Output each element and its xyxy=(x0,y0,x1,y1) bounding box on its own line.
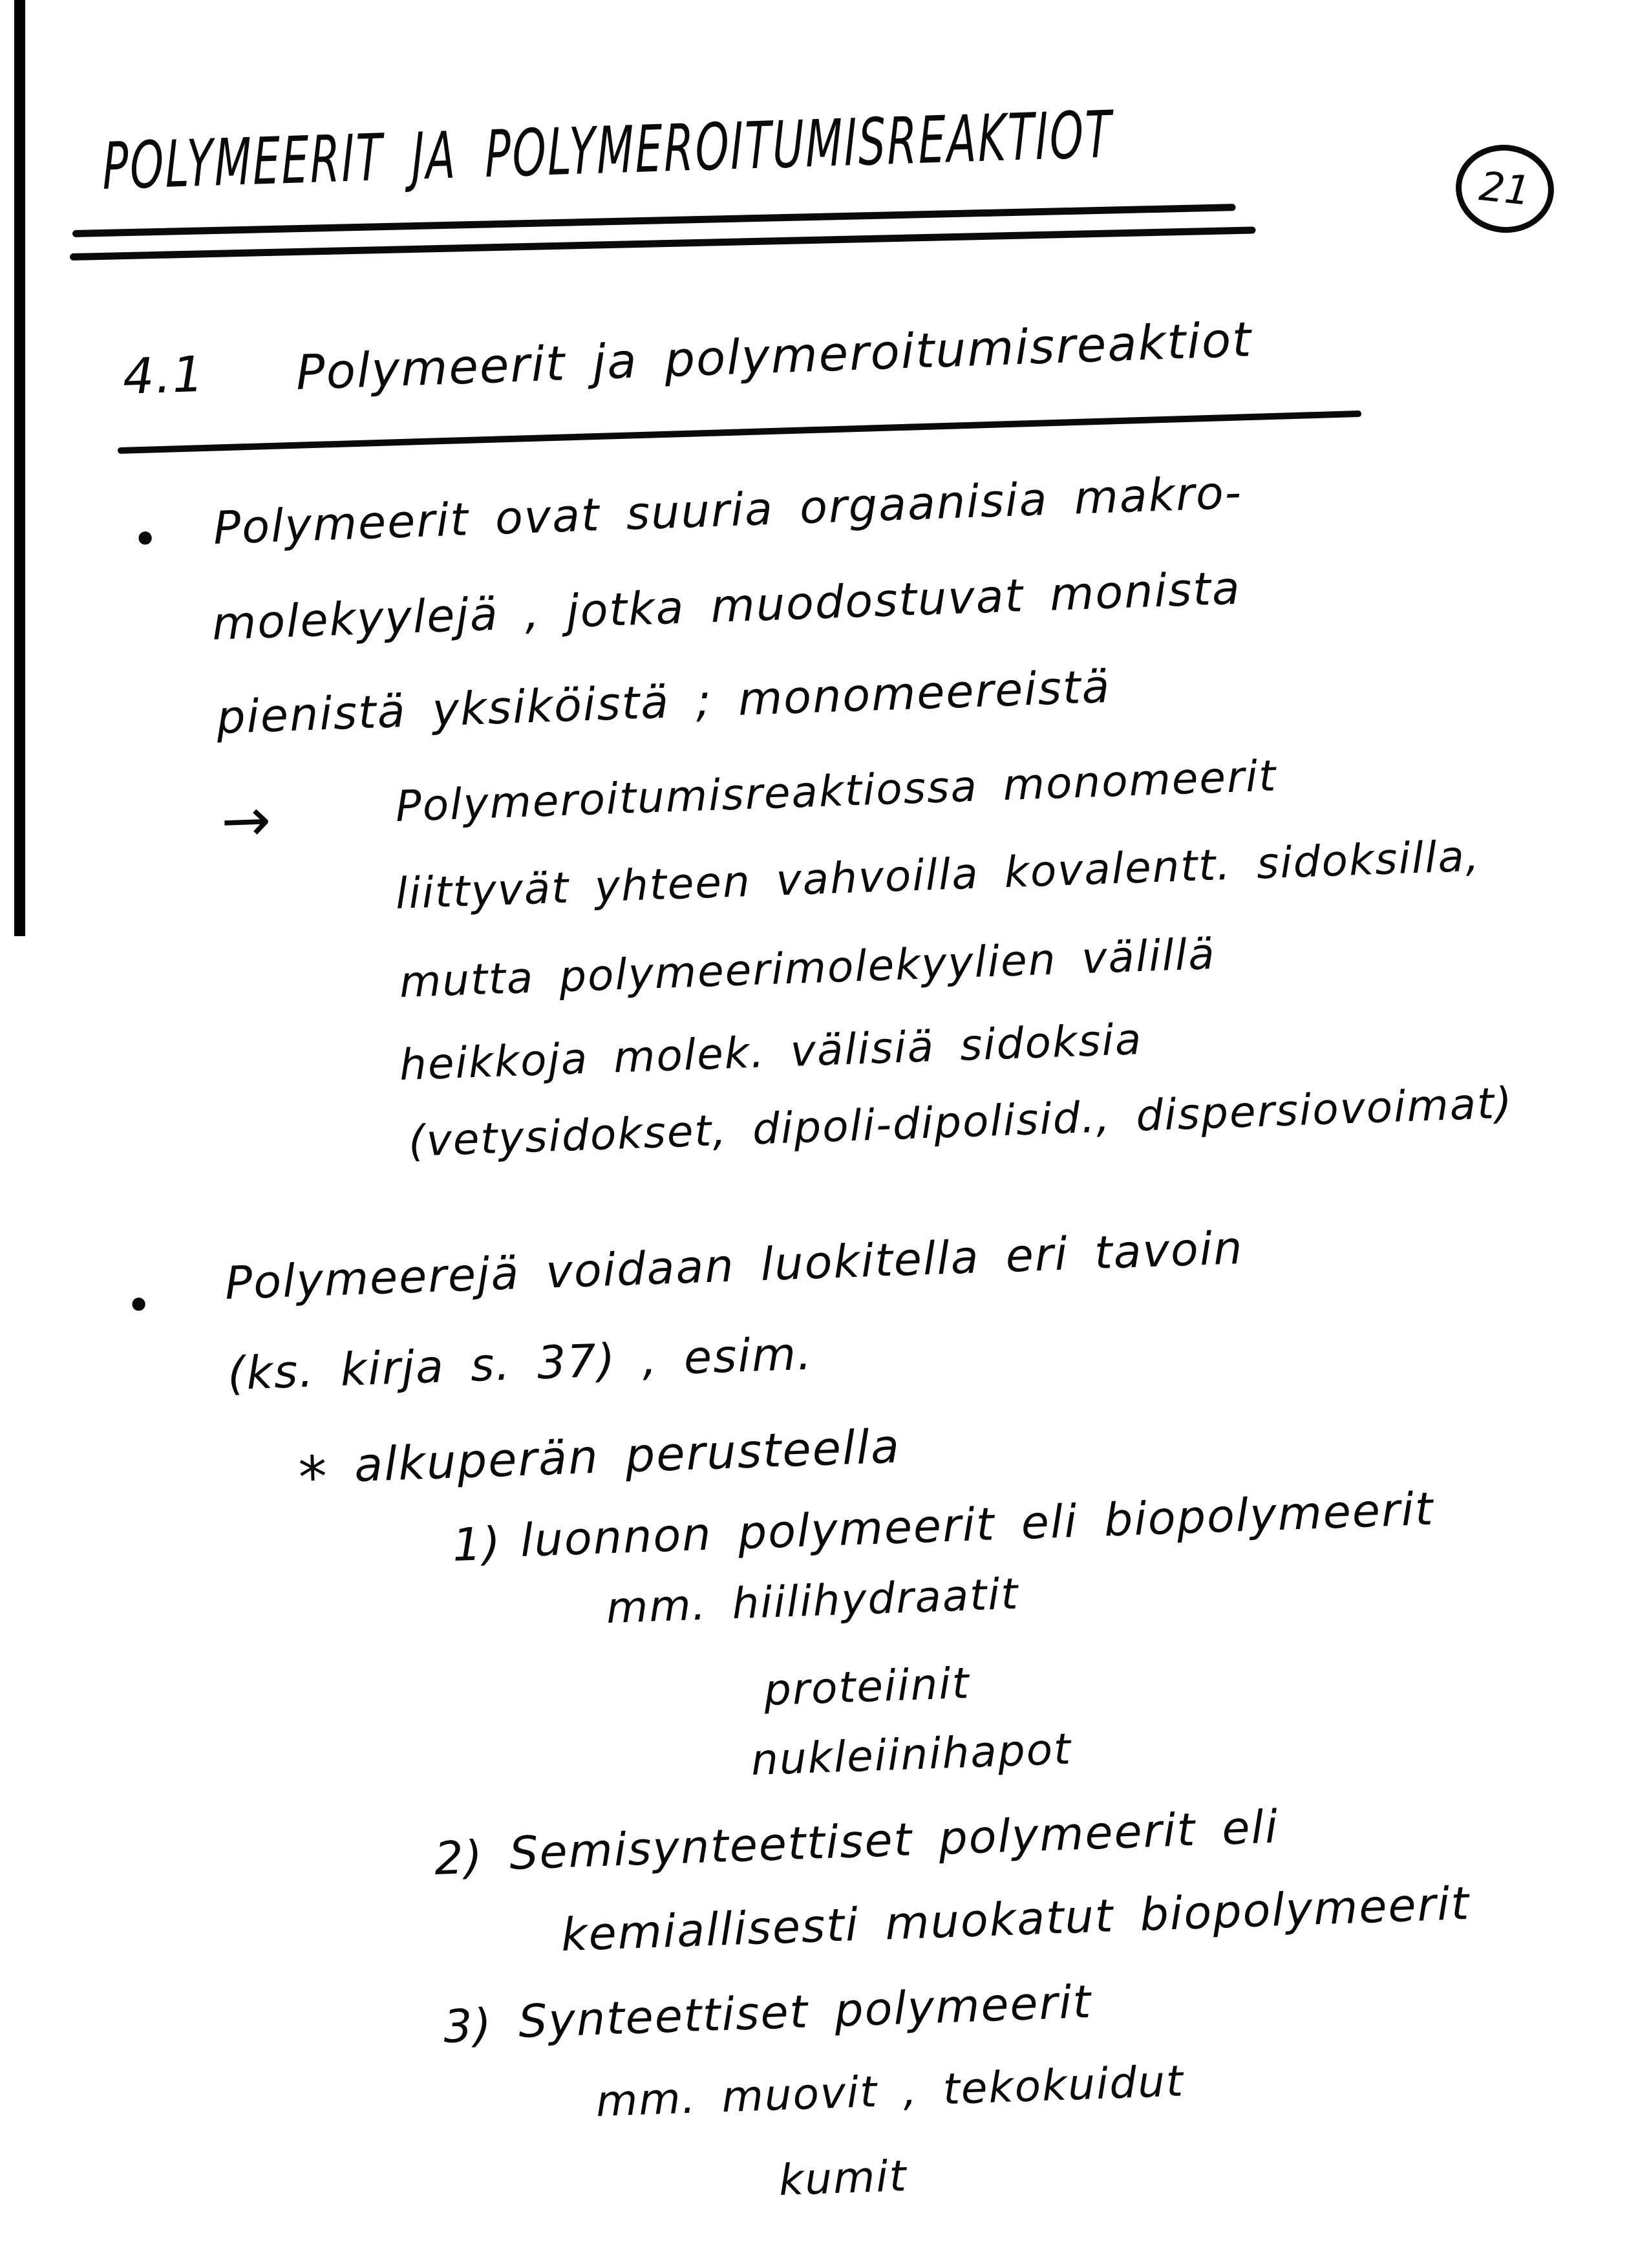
asterisk-icon: * xyxy=(297,1443,328,1511)
handwriting-line: liittyvät yhteen vahvoilla kovalentt. sidoksilla, xyxy=(394,831,1482,919)
list-item-label: 1) xyxy=(451,1517,503,1572)
handwriting-line: kemiallisesti muokatut biopolymeerit xyxy=(560,1876,1471,1962)
handwriting-line: mm. muovit , tekokuidut xyxy=(595,2056,1186,2126)
handwriting-line: (vetysidokset, dipoli-dipolisid., dispersiovoimat) xyxy=(407,1078,1514,1166)
list-item-label: 2) xyxy=(433,1830,485,1885)
handwriting-line: (ks. kirja s. 37) , esim. xyxy=(226,1327,814,1400)
classification-heading: alkuperän perusteella xyxy=(353,1418,902,1492)
scan-edge-line xyxy=(14,0,25,936)
handwriting-line: Polymeerejä voidaan luokitella eri tavoin xyxy=(224,1221,1244,1310)
handwriting-line: molekyylejä , jotka muodostuvat monista xyxy=(211,561,1242,650)
handwriting-line: Polymeroitumisreaktiossa monomeerit xyxy=(394,751,1278,831)
page-number: 21 xyxy=(1477,162,1533,215)
handwriting-line: Semisynteettiset polymeerit eli xyxy=(508,1800,1280,1880)
handwriting-line: proteiinit xyxy=(763,1658,971,1715)
arrow-icon: → xyxy=(220,785,272,856)
page-number-badge xyxy=(1451,140,1558,237)
handwriting-line: Synteettiset polymeerit xyxy=(517,1975,1093,2048)
section-underline xyxy=(118,411,1361,454)
handwriting-line: mm. hiilihydraatit xyxy=(605,1568,1020,1633)
page-title: POLYMEERIT JA POLYMEROITUMISREAKTIOT xyxy=(101,96,1114,204)
handwriting-line: heikkoja molek. välisiä sidoksia xyxy=(398,1014,1144,1090)
handwriting-line: Polymeerit ovat suuria orgaanisia makro- xyxy=(212,465,1244,555)
section-number: 4.1 xyxy=(122,345,206,405)
section-heading: Polymeerit ja polymeroitumisreaktiot xyxy=(295,312,1253,401)
handwriting-line: kumit xyxy=(778,2151,908,2205)
handwriting-line: pienistä yksiköistä ; monomeereistä xyxy=(215,659,1112,744)
bullet-icon: • xyxy=(131,512,160,566)
handwriting-line: mutta polymeerimolekyylien välillä xyxy=(398,928,1217,1007)
bullet-icon: • xyxy=(124,1278,153,1332)
handwriting-line: luonnon polymeerit eli biopolymeerit xyxy=(519,1482,1435,1567)
list-item-label: 3) xyxy=(442,1998,494,2053)
handwriting-line: nukleiinihapot xyxy=(750,1724,1073,1785)
